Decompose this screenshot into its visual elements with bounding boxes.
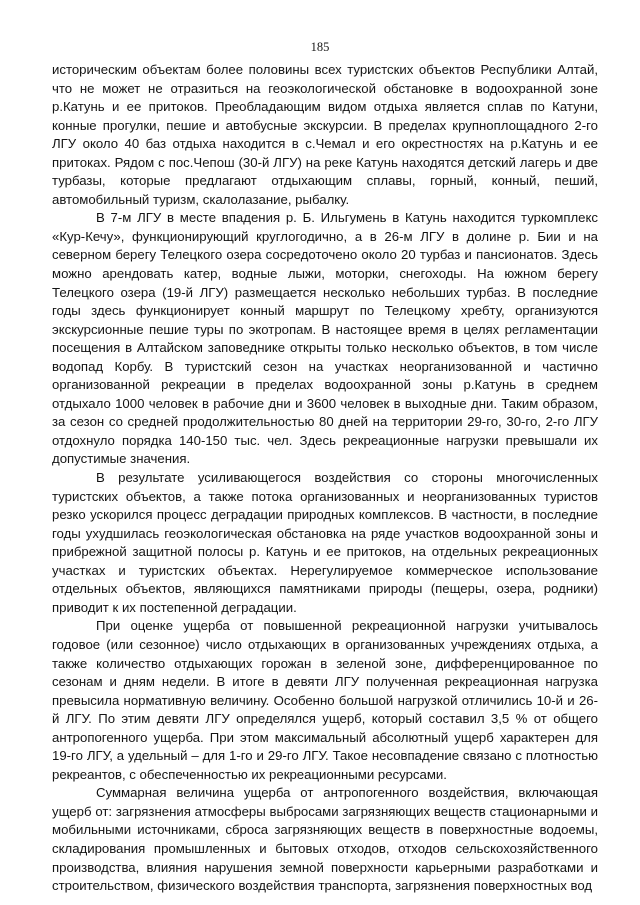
paragraph: Суммарная величина ущерба от антропогенного воздействия, включающая ущерб от: загрязнения атмосферы выбросами загрязняющих веществ стационарными и мобильными источниками, сброса загрязняющих веществ в поверхностные водоемы, складирования промышленных и бытовых отходов, отходов сельскохозяйственного производства, влияния нарушения земной поверхности карьерными разработками и строительством, физического воздействия транспорта, загрязнения поверхностных вод	[52, 785, 598, 894]
paragraph: При оценке ущерба от повышенной рекреационной нагрузки учитывалось годовое (или сезонное) число отдыхающих в организованных учреждениях отдыха, а также количество отдыхающих горожан в зеленой зоне, дифференцированное по сезонам и дням недели. В итоге в девяти ЛГУ полученная рекреационная нагрузка превысила нормативную величину. Особенно большой нагрузкой отличились 10-й и 26-й ЛГУ. По этим девяти ЛГУ определялся ущерб, который составил 3,5 % от общего антропогенного ущерба. При этом максимальный абсолютный ущерб характерен для 19-го ЛГУ, а удельный – для 1-го и 29-го ЛГУ. Такое несовпадение связано с плотностью рекреантов, с обеспеченностью их рекреационными ресурсами.	[52, 618, 598, 782]
page-number: 185	[310, 40, 330, 54]
paragraph: В результате усиливающегося воздействия со стороны многочисленных туристских объектов, а также потока организованных и неорганизованных туристов резко ускорился процесс деградации природных комплексов. В частности, в последние годы ухудшилась геоэкологическая обстановка на ряде участков водоохранной зоны и прибрежной защитной полосы р. Катунь и ее притоков, на отдельных рекреационных участках и туристских объектах. Нерегулируемое коммерческое использование отдельных объектов, являющихся памятниками природы (пещеры, озера, родники) приводит к их постепенной деградации.	[52, 470, 598, 615]
paragraph: В 7-м ЛГУ в месте впадения р. Б. Ильгумень в Катунь находится туркомплекс «Кур-Кечу», функционирующий круглогодично, а в 26-м ЛГУ в долине р. Бии и на северном берегу Телецкого озера сосредоточено около 20 турбаз и пансионатов. Здесь можно арендовать катер, водные лыжи, моторки, снегоходы. На южном берегу Телецкого озера (19-й ЛГУ) размещается несколько небольших турбаз. В последние годы здесь функционирует конный маршрут по Телецкому хребту, организуются экскурсионные пешие туры по экотропам. В настоящее время в целях регламентации посещения в Алтайском заповеднике открыты только несколько объектов, в том числе водопад Корбу. В туристский сезон на участках неорганизованной и частично организованной рекреации в пределах водоохранной зоны р.Катунь в среднем отдыхало 1000 человек в рабочие дни и 3600 человек в выходные дни. Таким образом, за сезон со средней продолжительностью 80 дней на территории 29-го, 30-го, 2-го ЛГУ отдохнуло порядка 140-150 тыс. чел. Здесь рекреационные нагрузки превышали их допустимые значения.	[52, 210, 598, 467]
body-text	[52, 61, 598, 896]
paragraph: историческим объектам более половины всех туристских объектов Республики Алтай, что не может не отразиться на геоэкологической обстановке в водоохранной зоне р.Катунь и ее притоков. Преобладающим видом отдыха является сплав по Катуни, конные прогулки, пешие и автобусные экскурсии. В пределах крупноплощадного 2-го ЛГУ около 40 баз отдыха находится в с.Чемал и его окрестностях на р.Катунь и ее притоках. Рядом с пос.Чепош (30-й ЛГУ) на реке Катунь находятся детский лагерь и две турбазы, которые предлагают отдыхающим сплавы, горный, конный, пеший, автомобильный туризм, скалолазание, рыбалку.	[52, 62, 598, 207]
